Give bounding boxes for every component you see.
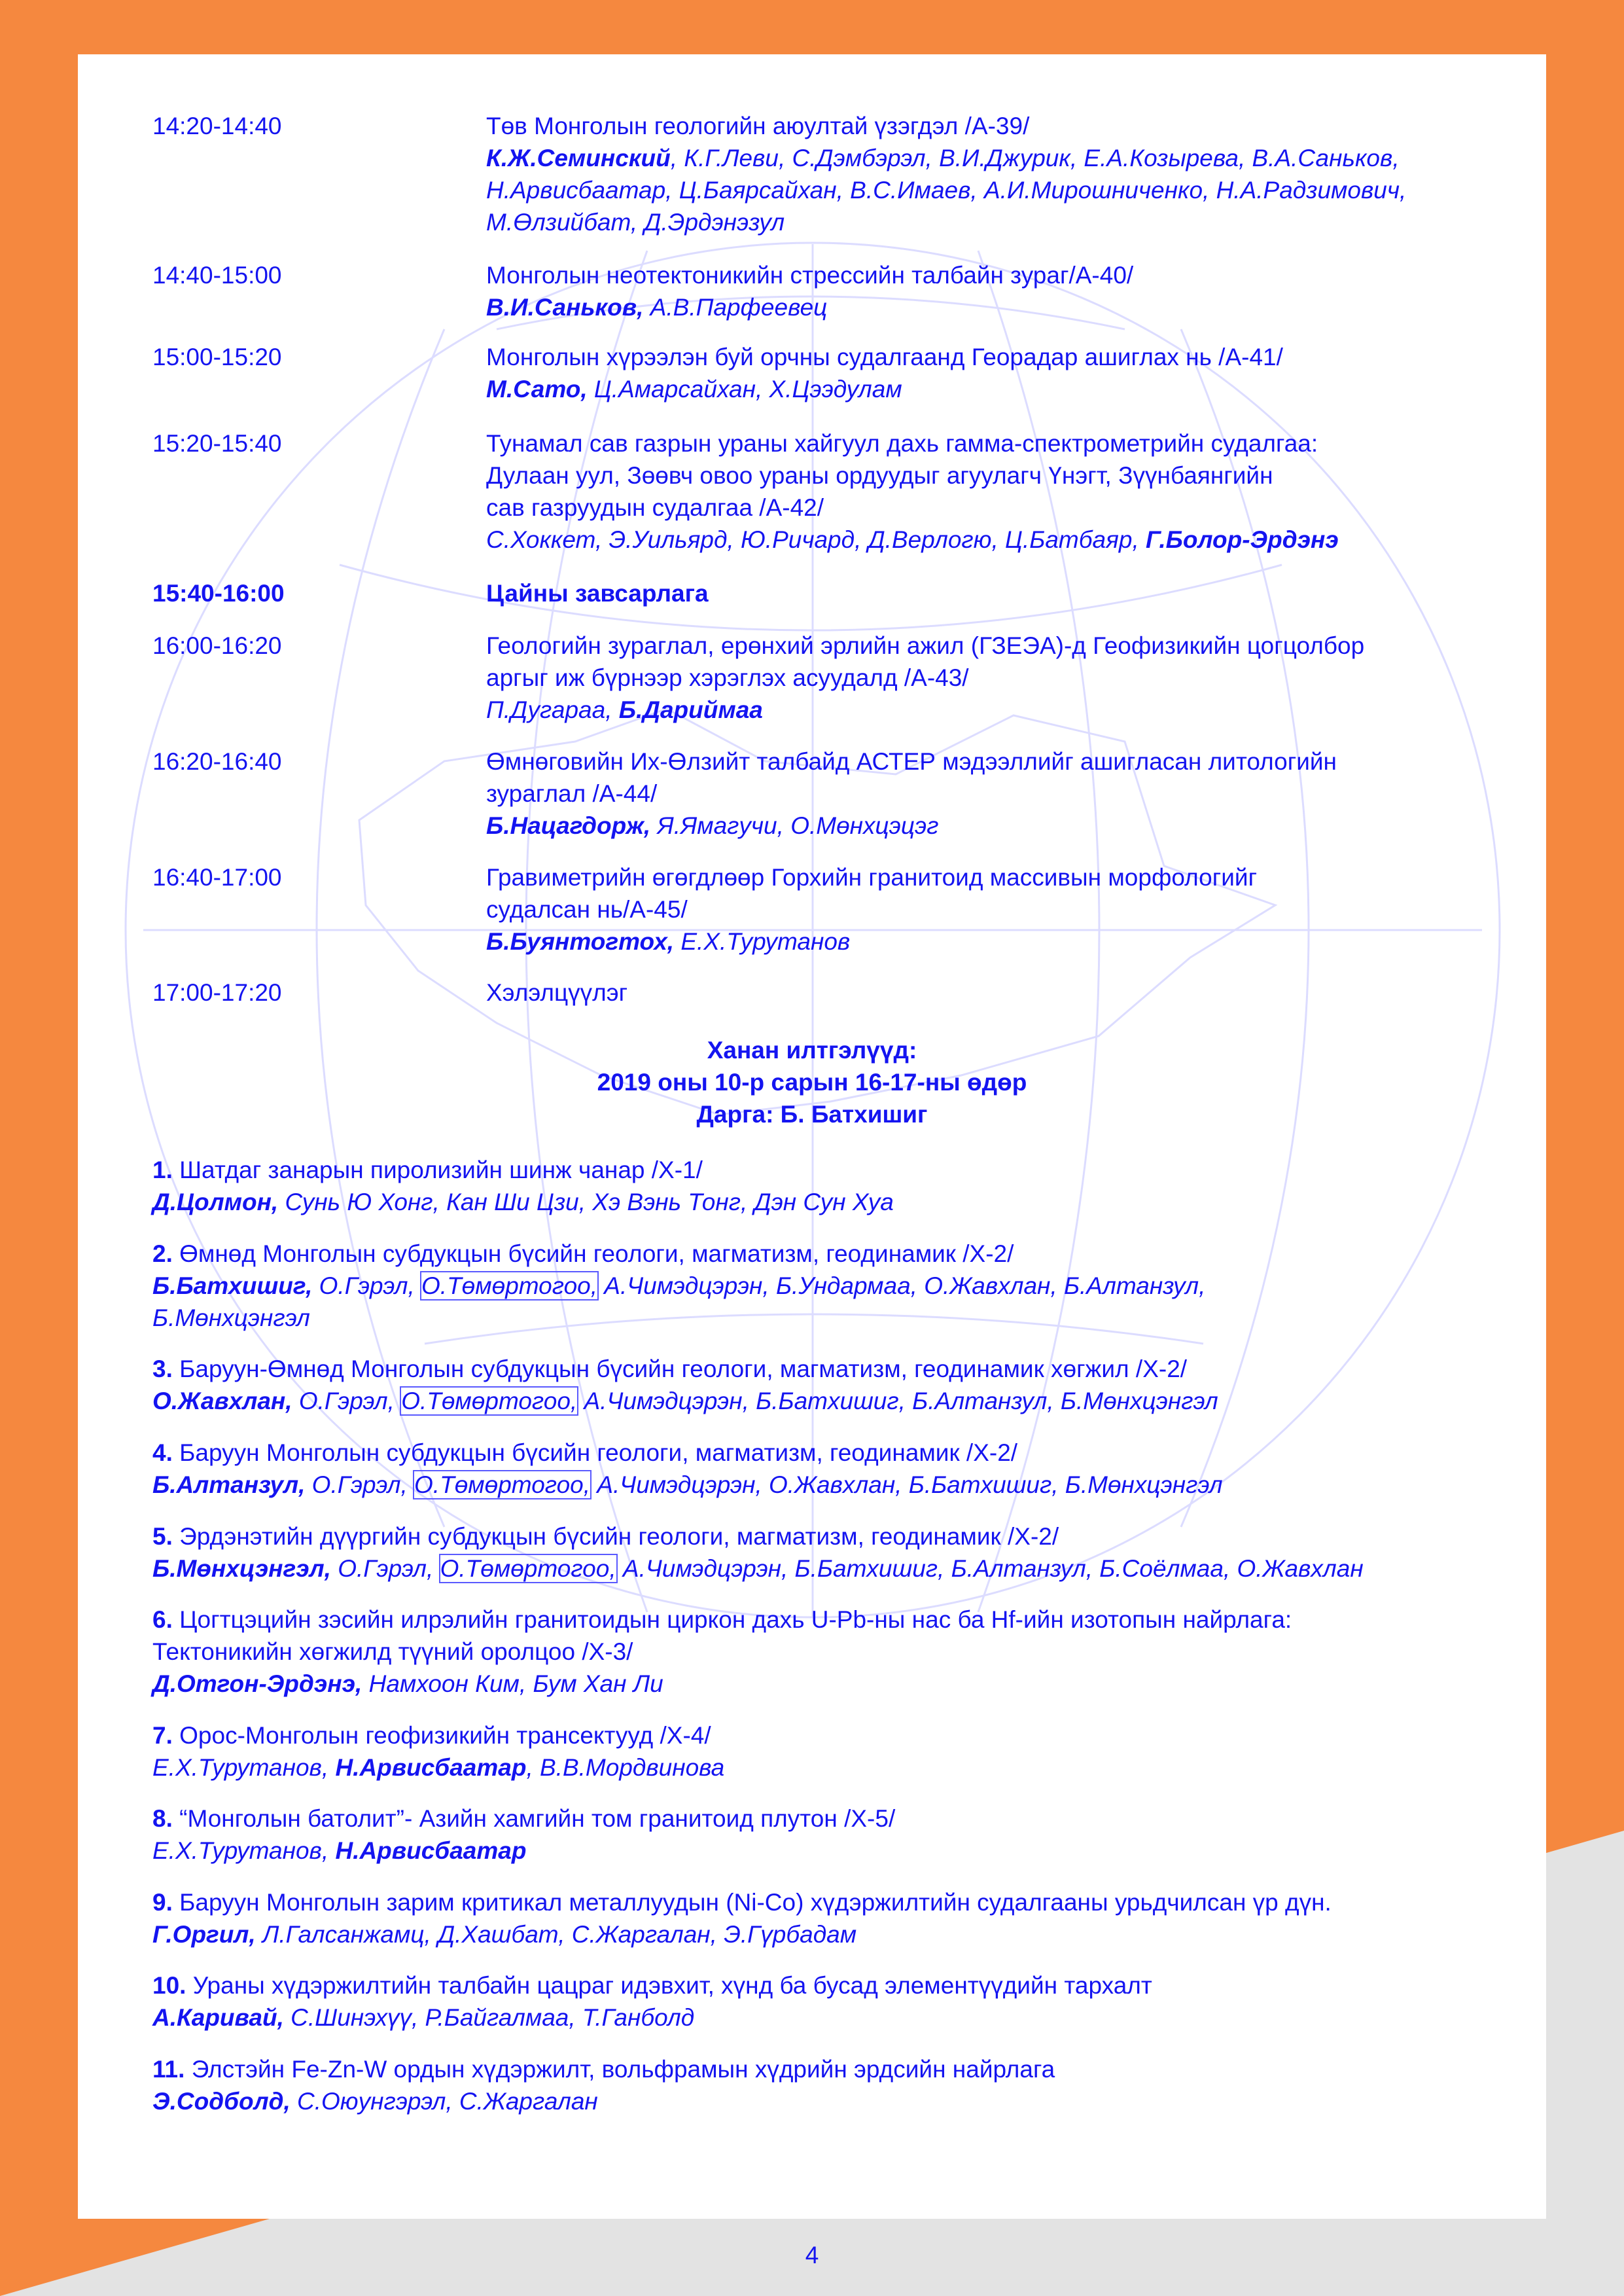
- poster-title: [152, 2053, 1055, 2085]
- session-title: Геологийн зураглал, ерөнхий эрлийн ажил (ГЗЕЭА)-д Геофизикийн цогцолбор: [486, 632, 1365, 659]
- session-entry: [486, 745, 1337, 842]
- presenter-name: К.Ж.Семинский: [486, 145, 671, 171]
- author-names: М.Өлзийбат, Д.Эрдэнэзул: [486, 209, 785, 236]
- presenter-name: Г.Оргил,: [152, 1921, 256, 1948]
- poster-number: 8.: [152, 1805, 173, 1832]
- author-names: Сунь Ю Хонг, Кан Ши Цзи, Хэ Вэнь Тонг, Дэн Сун Хуа: [278, 1189, 894, 1215]
- author-names: А.В.Парфеевец: [643, 294, 828, 321]
- session-entry: [486, 427, 1339, 556]
- session-entry: [486, 341, 1283, 405]
- poster-title: [152, 1969, 1152, 2001]
- author-names: П.Дугараа,: [486, 696, 619, 723]
- session-title: Тунамал сав газрын ураны хайгуул дахь гамма-спектрометрийн судалгаа:: [486, 430, 1318, 457]
- section-heading: 2019 оны 10-р сарын 16-17-ны өдөр: [597, 1069, 1027, 1096]
- presenter-name: О.Жавхлан,: [152, 1388, 292, 1414]
- authors-line: [152, 1668, 1292, 1700]
- poster-number: 5.: [152, 1523, 173, 1550]
- poster-number: 3.: [152, 1355, 173, 1382]
- presenter-name: А.Каривай,: [152, 2004, 284, 2031]
- section-heading: Ханан илтгэлүүд:: [707, 1037, 917, 1064]
- session-title: Монголын неотектоникийн стрессийн талбайн зураг/А-40/: [486, 262, 1134, 289]
- presenter-name: Б.Дариймаа: [618, 696, 763, 723]
- poster-title-text: Тектоникийн хөгжилд түүний оролцоо /Х-3/: [152, 1638, 633, 1665]
- presenter-name: Б.Батхишиг,: [152, 1272, 313, 1299]
- authors-line: [152, 1918, 1332, 1950]
- author-names: О.Төмөртогоо,: [414, 1471, 591, 1498]
- author-names: О.Төмөртогоо,: [421, 1272, 598, 1299]
- presenter-name: Г.Болор-Эрдэнэ: [1146, 526, 1339, 553]
- poster-title: [152, 1238, 1205, 1270]
- session-time: 14:40-15:00: [152, 262, 282, 289]
- authors-line: [152, 1270, 1205, 1302]
- session-time: 16:00-16:20: [152, 632, 282, 659]
- author-names: Н.Арвисбаатар, Ц.Баярсайхан, В.С.Имаев, А.И.Мирошниченко, Н.А.Радзимович,: [486, 177, 1407, 204]
- author-names: Е.Х.Турутанов,: [152, 1837, 336, 1864]
- author-names: Ц.Амарсайхан, Х.Цээдулам: [587, 376, 902, 403]
- presenter-name: Д.Цолмон,: [152, 1189, 279, 1215]
- session-title: судалсан нь/А-45/: [486, 896, 688, 923]
- session-entry: [486, 110, 1406, 238]
- session-title: Монголын хүрээлэн буй орчны судалгаанд Георадар ашиглах нь /А-41/: [486, 344, 1283, 370]
- presenter-name: М.Сато,: [486, 376, 588, 403]
- authors-line: [152, 1552, 1364, 1585]
- poster-item: [152, 1969, 1152, 2034]
- poster-number: 6.: [152, 1606, 173, 1633]
- author-names: Е.Х.Турутанов: [674, 928, 851, 955]
- poster-title-text: Баруун Монголын субдукцын бүсийн геологи, магматизм, геодинамик /Х-2/: [179, 1439, 1018, 1466]
- authors-line: [152, 1469, 1223, 1501]
- presenter-name: Б.Буянтогтох,: [486, 928, 675, 955]
- author-names: А.Чимэдцэрэн, Б.Ундармаа, О.Жавхлан, Б.Алтанзул,: [597, 1272, 1206, 1299]
- presenter-name: В.И.Саньков,: [486, 294, 644, 321]
- session-title: аргыг иж бүрнээр хэрэглэх асуудалд /А-43/: [486, 664, 969, 691]
- poster-title-text: Орос-Монголын геофизикийн трансектууд /Х-4/: [179, 1722, 711, 1749]
- poster-title: [152, 1719, 724, 1751]
- poster-item: [152, 1520, 1364, 1585]
- author-names: , В.В.Мордвинова: [526, 1754, 725, 1781]
- session-entry: [486, 630, 1364, 726]
- authors-line: [486, 694, 1364, 726]
- session-title: сав газруудын судалгаа /А-42/: [486, 494, 824, 521]
- author-names: О.Гэрэл,: [312, 1272, 422, 1299]
- session-entry: [486, 861, 1257, 958]
- session-entry: [486, 259, 1133, 323]
- poster-title: [152, 1437, 1223, 1469]
- poster-title: [152, 1520, 1364, 1552]
- poster-number: 1.: [152, 1157, 173, 1183]
- poster-number: 2.: [152, 1240, 173, 1267]
- presenter-name: Д.Отгон-Эрдэнэ,: [152, 1670, 362, 1697]
- poster-number: 4.: [152, 1439, 173, 1466]
- poster-title-text: Өмнөд Монголын субдукцын бүсийн геологи, магматизм, геодинамик /Х-2/: [179, 1240, 1014, 1267]
- poster-item: [152, 1437, 1223, 1501]
- authors-line: [152, 2085, 1055, 2117]
- presenter-name: Б.Мөнхцэнгэл,: [152, 1555, 331, 1582]
- poster-title-text: Шатдаг занарын пиролизийн шинж чанар /Х-1/: [179, 1157, 703, 1183]
- session-time: 16:20-16:40: [152, 748, 282, 775]
- authors-line: [486, 142, 1406, 174]
- session-title: Гравиметрийн өгөгдлөөр Горхийн гранитоид массивын морфологийг: [486, 864, 1258, 891]
- poster-title-text: Баруун Монголын зарим критикал металлуудын (Ni-Co) хүдэржилтийн судалгааны урьдчилсан үр дүн.: [179, 1889, 1332, 1916]
- author-names: А.Чимэдцэрэн, Б.Батхишиг, Б.Алтанзул, Б.Мөнхцэнгэл: [577, 1388, 1218, 1414]
- author-names: С.Шинэхүү, Р.Байгалмаа, Т.Ганболд: [283, 2004, 695, 2031]
- poster-item: [152, 1886, 1332, 1950]
- poster-item: [152, 1803, 895, 1867]
- page-number: 4: [805, 2242, 819, 2269]
- author-names: Л.Галсанжамц, Д.Хашбат, С.Жаргалан, Э.Гүрбадам: [255, 1921, 857, 1948]
- poster-item: [152, 1154, 894, 1218]
- poster-title: [152, 1353, 1218, 1385]
- author-names: О.Гэрэл,: [292, 1388, 402, 1414]
- poster-title-text: Баруун-Өмнөд Монголын субдукцын бүсийн геологи, магматизм, геодинамик хөгжил /Х-2/: [179, 1355, 1188, 1382]
- session-title: зураглал /А-44/: [486, 780, 658, 807]
- author-names: С.Оюунгэрэл, С.Жаргалан: [290, 2088, 598, 2115]
- poster-title: [152, 1154, 894, 1186]
- authors-line: [486, 925, 1257, 958]
- poster-number: 7.: [152, 1722, 173, 1749]
- poster-title-text: “Монголын батолит”- Азийн хамгийн том гранитоид плутон /Х-5/: [179, 1805, 896, 1832]
- session-title: Хэлэлцүүлэг: [486, 979, 628, 1006]
- author-names: О.Төмөртогоо,: [401, 1388, 578, 1414]
- authors-line: [152, 1835, 895, 1867]
- author-names: Я.Ямагучи, О.Мөнхцэцэг: [650, 812, 939, 839]
- section-heading: Дарга: Б. Батхишиг: [696, 1101, 928, 1128]
- poster-item: [152, 1719, 724, 1784]
- session-time: 15:40-16:00: [152, 580, 285, 607]
- poster-title-text: Цогтцэцийн зэсийн илрэлийн гранитоидын циркон дахь U-Pb-ны нас ба Hf-ийн изотопын найрлага:: [179, 1606, 1292, 1633]
- author-names: С.Хоккет, Э.Уильярд, Ю.Ричард, Д.Верлогю, Ц.Батбаяр,: [486, 526, 1146, 553]
- session-title: Төв Монголын геологийн аюултай үзэгдэл /А-39/: [486, 113, 1030, 139]
- poster-title: [152, 1886, 1332, 1918]
- poster-title: [152, 1803, 895, 1835]
- session-time: 15:20-15:40: [152, 430, 282, 457]
- poster-item: [152, 1604, 1292, 1700]
- author-names: Е.Х.Турутанов,: [152, 1754, 336, 1781]
- session-time: 16:40-17:00: [152, 864, 282, 891]
- presenter-name: Б.Нацагдорж,: [486, 812, 651, 839]
- poster-number: 11.: [152, 2056, 185, 2083]
- poster-title: [152, 1636, 1292, 1668]
- authors-line: [486, 206, 1406, 238]
- authors-line: [152, 2001, 1152, 2034]
- authors-line: [486, 810, 1337, 842]
- poster-item: [152, 1353, 1218, 1417]
- authors-line: [486, 524, 1339, 556]
- poster-number: 9.: [152, 1889, 173, 1916]
- author-names: О.Гэрэл,: [330, 1555, 440, 1582]
- session-title: Цайны завсарлага: [486, 580, 709, 607]
- author-names: Намхоон Ким, Бум Хан Ли: [362, 1670, 663, 1697]
- poster-number: 10.: [152, 1972, 186, 1999]
- authors-line: [152, 1302, 1205, 1334]
- presenter-name: Б.Алтанзул,: [152, 1471, 306, 1498]
- author-names: А.Чимэдцэрэн, О.Жавхлан, Б.Батхишиг, Б.Мөнхцэнгэл: [590, 1471, 1223, 1498]
- poster-item: [152, 2053, 1055, 2117]
- author-names: О.Төмөртогоо,: [440, 1555, 616, 1582]
- authors-line: [152, 1385, 1218, 1417]
- authors-line: [152, 1186, 894, 1218]
- session-time: 15:00-15:20: [152, 344, 282, 370]
- poster-title: [152, 1604, 1292, 1636]
- poster-item: [152, 1238, 1205, 1334]
- poster-title-text: Ураны хүдэржилтийн талбайн цацраг идэвхит, хүнд ба бусад элементүүдийн тархалт: [192, 1972, 1152, 1999]
- authors-line: [152, 1751, 724, 1784]
- session-title: Дулаан уул, Зөөвч овоо ураны ордуудыг агуулагч Үнэгт, Зүүнбаянгийн: [486, 462, 1273, 489]
- session-entry: [486, 577, 709, 609]
- presenter-name: Э.Содболд,: [152, 2088, 291, 2115]
- author-names: О.Гэрэл,: [305, 1471, 415, 1498]
- author-names: Б.Мөнхцэнгэл: [152, 1304, 310, 1331]
- author-names: А.Чимэдцэрэн, Б.Батхишиг, Б.Алтанзул, Б.Соёлмаа, О.Жавхлан: [616, 1555, 1364, 1582]
- session-time: 14:20-14:40: [152, 113, 282, 139]
- session-title: Өмнөговийн Их-Өлзийт талбайд АСТЕР мэдээллийг ашигласан литологийн: [486, 748, 1337, 775]
- session-time: 17:00-17:20: [152, 979, 282, 1006]
- presenter-name: Н.Арвисбаатар: [335, 1754, 527, 1781]
- author-names: , К.Г.Леви, С.Дэмбэрэл, В.И.Джурик, Е.А.Козырева, В.А.Саньков,: [670, 145, 1400, 171]
- authors-line: [486, 291, 1133, 323]
- session-entry: [486, 977, 627, 1009]
- poster-title-text: Эрдэнэтийн дүүргийн субдукцын бүсийн геологи, магматизм, геодинамик /Х-2/: [179, 1523, 1059, 1550]
- poster-title-text: Элстэйн Fe-Zn-W ордын хүдэржилт, вольфрамын хүдрийн эрдсийн найрлага: [191, 2056, 1055, 2083]
- presenter-name: Н.Арвисбаатар: [335, 1837, 527, 1864]
- authors-line: [486, 373, 1283, 405]
- authors-line: [486, 174, 1406, 206]
